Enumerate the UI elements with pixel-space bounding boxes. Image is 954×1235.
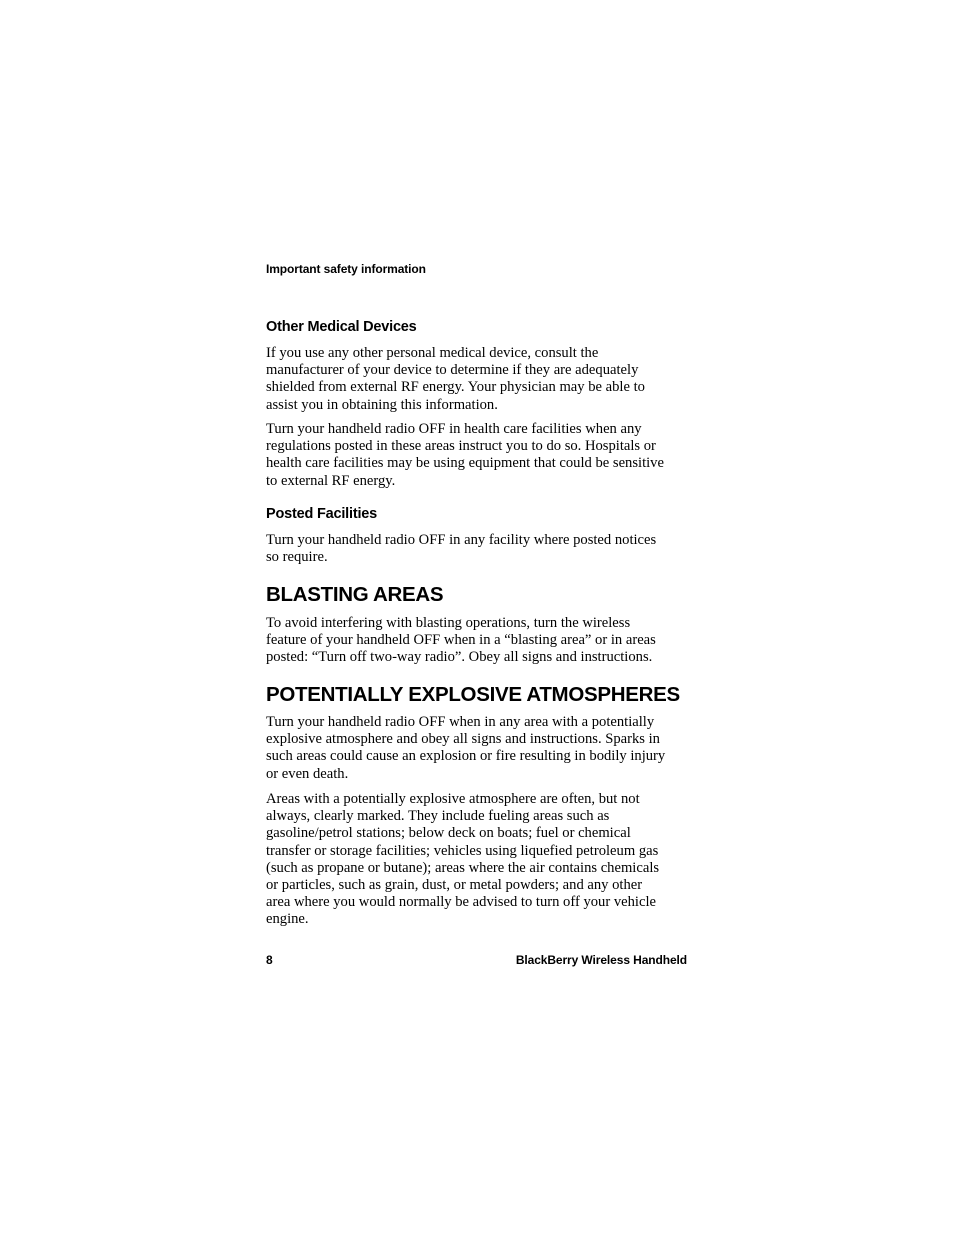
section-heading-explosive-atmospheres: POTENTIALLY EXPLOSIVE ATMOSPHERES xyxy=(266,683,680,706)
text-line: gasoline/petrol stations; below deck on boats; fuel or chemical xyxy=(266,825,631,842)
footer-book-title: BlackBerry Wireless Handheld xyxy=(515,953,687,967)
text-line: If you use any other personal medical device, consult the xyxy=(266,345,599,361)
text-line: Turn your handheld radio OFF in health care facilities when any xyxy=(266,421,642,437)
section-heading-other-medical-devices: Other Medical Devices xyxy=(266,319,417,335)
paragraph-explosive-2 xyxy=(266,791,688,929)
text-line: To avoid interfering with blasting operations, turn the wireless xyxy=(266,615,631,631)
text-line: (such as propane or butane); areas where the air contains chemicals xyxy=(266,859,660,876)
text-line: so require. xyxy=(266,549,328,566)
running-header: Important safety information xyxy=(266,262,426,276)
section-heading-posted-facilities: Posted Facilities xyxy=(266,506,378,522)
text-line: manufacturer of your device to determine if they are adequately xyxy=(266,362,639,379)
text-line: such areas could cause an explosion or fire resulting in bodily injury xyxy=(266,748,666,765)
paragraph-other-medical-1 xyxy=(266,345,688,414)
text-line: to external RF energy. xyxy=(266,472,396,489)
text-line: or even death. xyxy=(266,765,349,782)
text-line: shielded from external RF energy. Your physician may be able to xyxy=(266,379,645,396)
text-line: transfer or storage facilities; vehicles using liquefied petroleum gas xyxy=(266,842,659,859)
text-line: assist you in obtaining this information. xyxy=(266,396,498,413)
text-line: or particles, such as grain, dust, or metal powders; and any other xyxy=(266,877,643,894)
paragraph-explosive-1 xyxy=(266,714,688,783)
text-line: posted: “Turn off two-way radio”. Obey all signs and instructions. xyxy=(266,649,653,666)
text-line: Turn your handheld radio OFF when in any area with a potentially xyxy=(266,714,655,730)
text-line: feature of your handheld OFF when in a “blasting area” or in areas xyxy=(266,632,656,649)
text-line: area where you would normally be advised to turn off your vehicle xyxy=(266,894,656,911)
paragraph-other-medical-2 xyxy=(266,421,688,490)
section-heading-blasting-areas: BLASTING AREAS xyxy=(266,583,444,606)
text-line: engine. xyxy=(266,911,309,928)
text-line: Turn your handheld radio OFF in any facility where posted notices xyxy=(266,532,657,548)
text-line: explosive atmosphere and obey all signs and instructions. Sparks in xyxy=(266,731,660,748)
page-number: 8 xyxy=(266,953,273,967)
paragraph-posted-facilities xyxy=(266,532,688,566)
text-line: health care facilities may be using equipment that could be sensitive xyxy=(266,455,664,472)
paragraph-blasting-areas xyxy=(266,615,688,667)
text-line: Areas with a potentially explosive atmosphere are often, but not xyxy=(266,791,640,807)
text-line: regulations posted in these areas instruct you to do so. Hospitals or xyxy=(266,438,656,455)
text-line: always, clearly marked. They include fueling areas such as xyxy=(266,808,610,825)
